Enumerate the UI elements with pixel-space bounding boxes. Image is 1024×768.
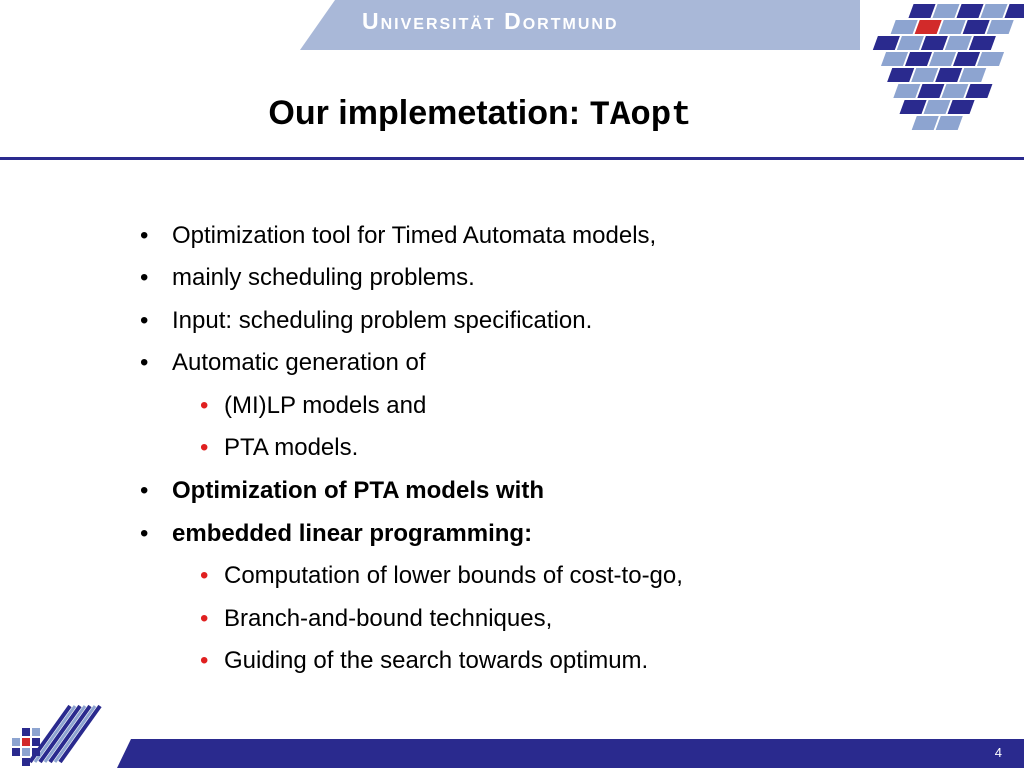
sub-bullet-dot-icon: • <box>200 434 209 461</box>
footer-bar <box>117 739 1024 768</box>
bullet-dot-icon: • <box>140 520 149 547</box>
bullet-dot-icon: • <box>140 264 149 291</box>
sub-bullet-dot-icon: • <box>200 562 209 589</box>
bullet-dot-icon: • <box>140 477 149 504</box>
sub-bullet-text: PTA models. <box>224 434 359 461</box>
university-name: Universität Dortmund <box>362 8 619 34</box>
university-small-logo-icon <box>0 700 112 768</box>
bullet-text: Automatic generation of <box>172 349 426 376</box>
sub-bullet-dot-icon: • <box>200 392 209 419</box>
slide-title-text: Our implemetation: <box>268 94 590 132</box>
sub-bullet-dot-icon: • <box>200 647 209 674</box>
sub-bullet-text: Branch-and-bound techniques, <box>224 605 553 632</box>
bullet-text: Input: scheduling problem specification. <box>172 307 593 334</box>
slide-title-code: TAopt <box>589 97 692 135</box>
sub-bullet-dot-icon: • <box>200 605 209 632</box>
page-number: 4 <box>994 745 1002 760</box>
sub-bullet-text: Computation of lower bounds of cost-to-go, <box>224 562 683 589</box>
bullet-dot-icon: • <box>140 307 149 334</box>
bullet-text: Optimization of PTA models with <box>172 477 544 504</box>
bullet-text: embedded linear programming: <box>172 520 533 547</box>
footer-bar-cut <box>117 739 131 768</box>
bullet-dot-icon: • <box>140 349 149 376</box>
bullet-text: mainly scheduling problems. <box>172 264 475 291</box>
sub-bullet-text: (MI)LP models and <box>224 392 427 419</box>
sub-bullet-text: Guiding of the search towards optimum. <box>224 647 649 674</box>
bullet-dot-icon: • <box>140 222 149 249</box>
bullet-text: Optimization tool for Timed Automata models, <box>172 222 657 249</box>
